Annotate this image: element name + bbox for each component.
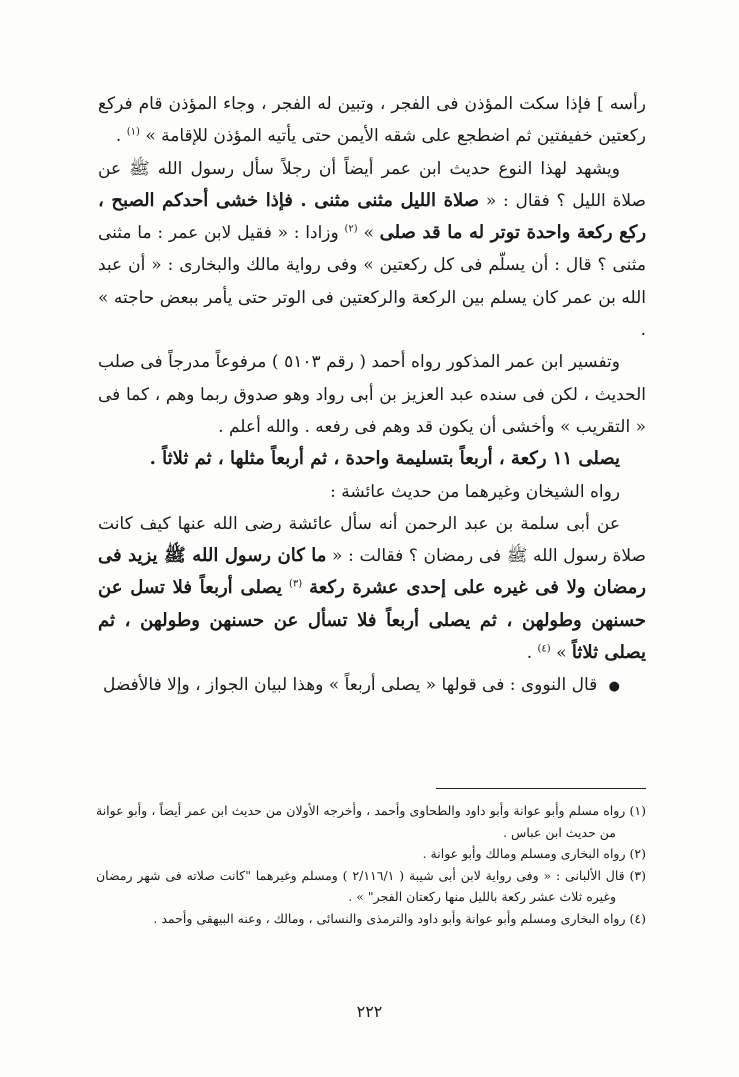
section-heading-text: يصلى ١١ ركعة ، أربعاً بتسليمة واحدة ، ثم أربعاً مثلها ، ثم ثلاثاً . [149, 448, 620, 470]
quote-close-1: » [363, 223, 374, 244]
footnote-ref-4[interactable]: (٤) [537, 643, 551, 655]
footnote-1 [96, 800, 646, 843]
paragraph-3 [98, 346, 646, 443]
footnote-3 [96, 865, 646, 908]
paragraph-6-intro: عن أبى سلمة بن عبد الرحمن أنه سأل عائشة رضى الله عنها كيف كانت صلاة رسول الله ﷺ فى رمضان ؟ فقالت : « [98, 513, 646, 567]
bullet-icon: ● [608, 679, 620, 695]
paragraph-1 [98, 88, 646, 153]
paragraph-1-end: . [115, 126, 122, 147]
footnote-text: رواه البخارى ومسلم وأبو عوانة وأبو داود والترمذى والنسائى ، ومالك ، وعنه البيهقى وأحمد . [153, 910, 626, 926]
paragraph-6-end: . [526, 643, 533, 664]
paragraph-2-rest: وزادا : « فقيل لابن عمر : ما مثنى مثنى ؟ قال : أن يسلّم فى كل ركعتين » وفى رواية مالك والبخارى : « أن عبد الله بن عمر كان يسلم بين الركعة والركعتين فى الوتر حتى يأمر ببعض حاجته » . [98, 223, 646, 341]
hadith-quote-1: صلاة الليل مثنى مثنى . فإذا خشى أحدكم الصبح ، ركع ركعة واحدة توتر له ما قد صلى [98, 189, 647, 244]
paragraph-6 [98, 508, 646, 669]
hadith-quote-2a: ما كان رسول الله ﷺ يزيد فى رمضان ولا فى غيره على إحدى عشرة ركعة [98, 545, 647, 599]
quote-close-2: » [556, 643, 567, 664]
section-heading [98, 443, 646, 475]
footnote-ref-2[interactable]: (٢) [344, 223, 358, 235]
paragraph-2-intro: ويشهد لهذا النوع حديث ابن عمر أيضاً أن رجلاً سأل رسول الله ﷺ عن صلاة الليل ؟ فقال : « [98, 158, 646, 211]
footnote-divider [436, 788, 646, 789]
footnote-number: (٣) [629, 867, 646, 883]
footnote-2 [96, 843, 646, 865]
paragraph-2 [98, 153, 646, 347]
footnote-ref-3[interactable]: (٣) [288, 578, 303, 590]
footnote-number: (٢) [629, 846, 646, 861]
footnote-text: رواه مسلم وأبو عوانة وأبو داود والطحاوى وأحمد ، وأخرجه الأولان من حديث ابن عمر أيضاً ، وأبو عوانة من حديث ابن عباس . [96, 803, 626, 840]
page-number: ٢٢٢ [356, 1002, 383, 1021]
paragraph-7-text: قال النووى : فى قولها « يصلى أربعاً » وهذا لبيان الجواز ، وإلا فالأفضل [102, 675, 598, 696]
footnote-text: رواه البخارى ومسلم ومالك وأبو عوانة . [422, 846, 626, 861]
paragraph-5-text: رواه الشيخان وغيرهما من حديث عائشة : [330, 481, 620, 502]
paragraph-1-text: رأسه ] فإذا سكت المؤذن فى الفجر ، وتبين له الفجر ، وجاء المؤذن قام فركع ركعتين خفيفتين ثم اضطجع على شقه الأيمن حتى يأتيه المؤذن للإقامة » [98, 94, 646, 147]
main-text [98, 88, 646, 704]
footnote-ref-1[interactable]: (١) [126, 126, 140, 138]
paragraph-3-text: وتفسير ابن عمر المذكور رواه أحمد ( رقم ٥١٠٣ ) مرفوعاً مدرجاً فى صلب الحديث ، لكن فى سنده عبد العزيز بن أبى رواد وهو صدوق ربما وهم ، كما فى « التقريب » وأخشى أن يكون قد وهم فى رفعه . والله أعلم . [98, 352, 646, 437]
hadith-quote-2b: يصلى أربعاً فلا تسل عن حسنهن وطولهن ، ثم يصلى أربعاً فلا تسأل عن حسنهن وطولهن ، ثم يصلى ثلاثاً [98, 577, 646, 664]
paragraph-5 [98, 476, 646, 508]
footnote-text: قال الألبانى : « وفى رواية لابن أبى شيبة ( ٢/١١٦/١ ) ومسلم وغيرهما "كانت صلاته فى شهر رمضان وغيره ثلاث عشر ركعة بالليل منها ركعتان الفجر" » . [96, 867, 625, 904]
footnote-number: (١) [629, 803, 646, 818]
paragraph-7 [98, 669, 646, 703]
footnote-number: (٤) [629, 910, 646, 926]
footnotes [96, 800, 646, 929]
footnote-4 [96, 908, 646, 930]
